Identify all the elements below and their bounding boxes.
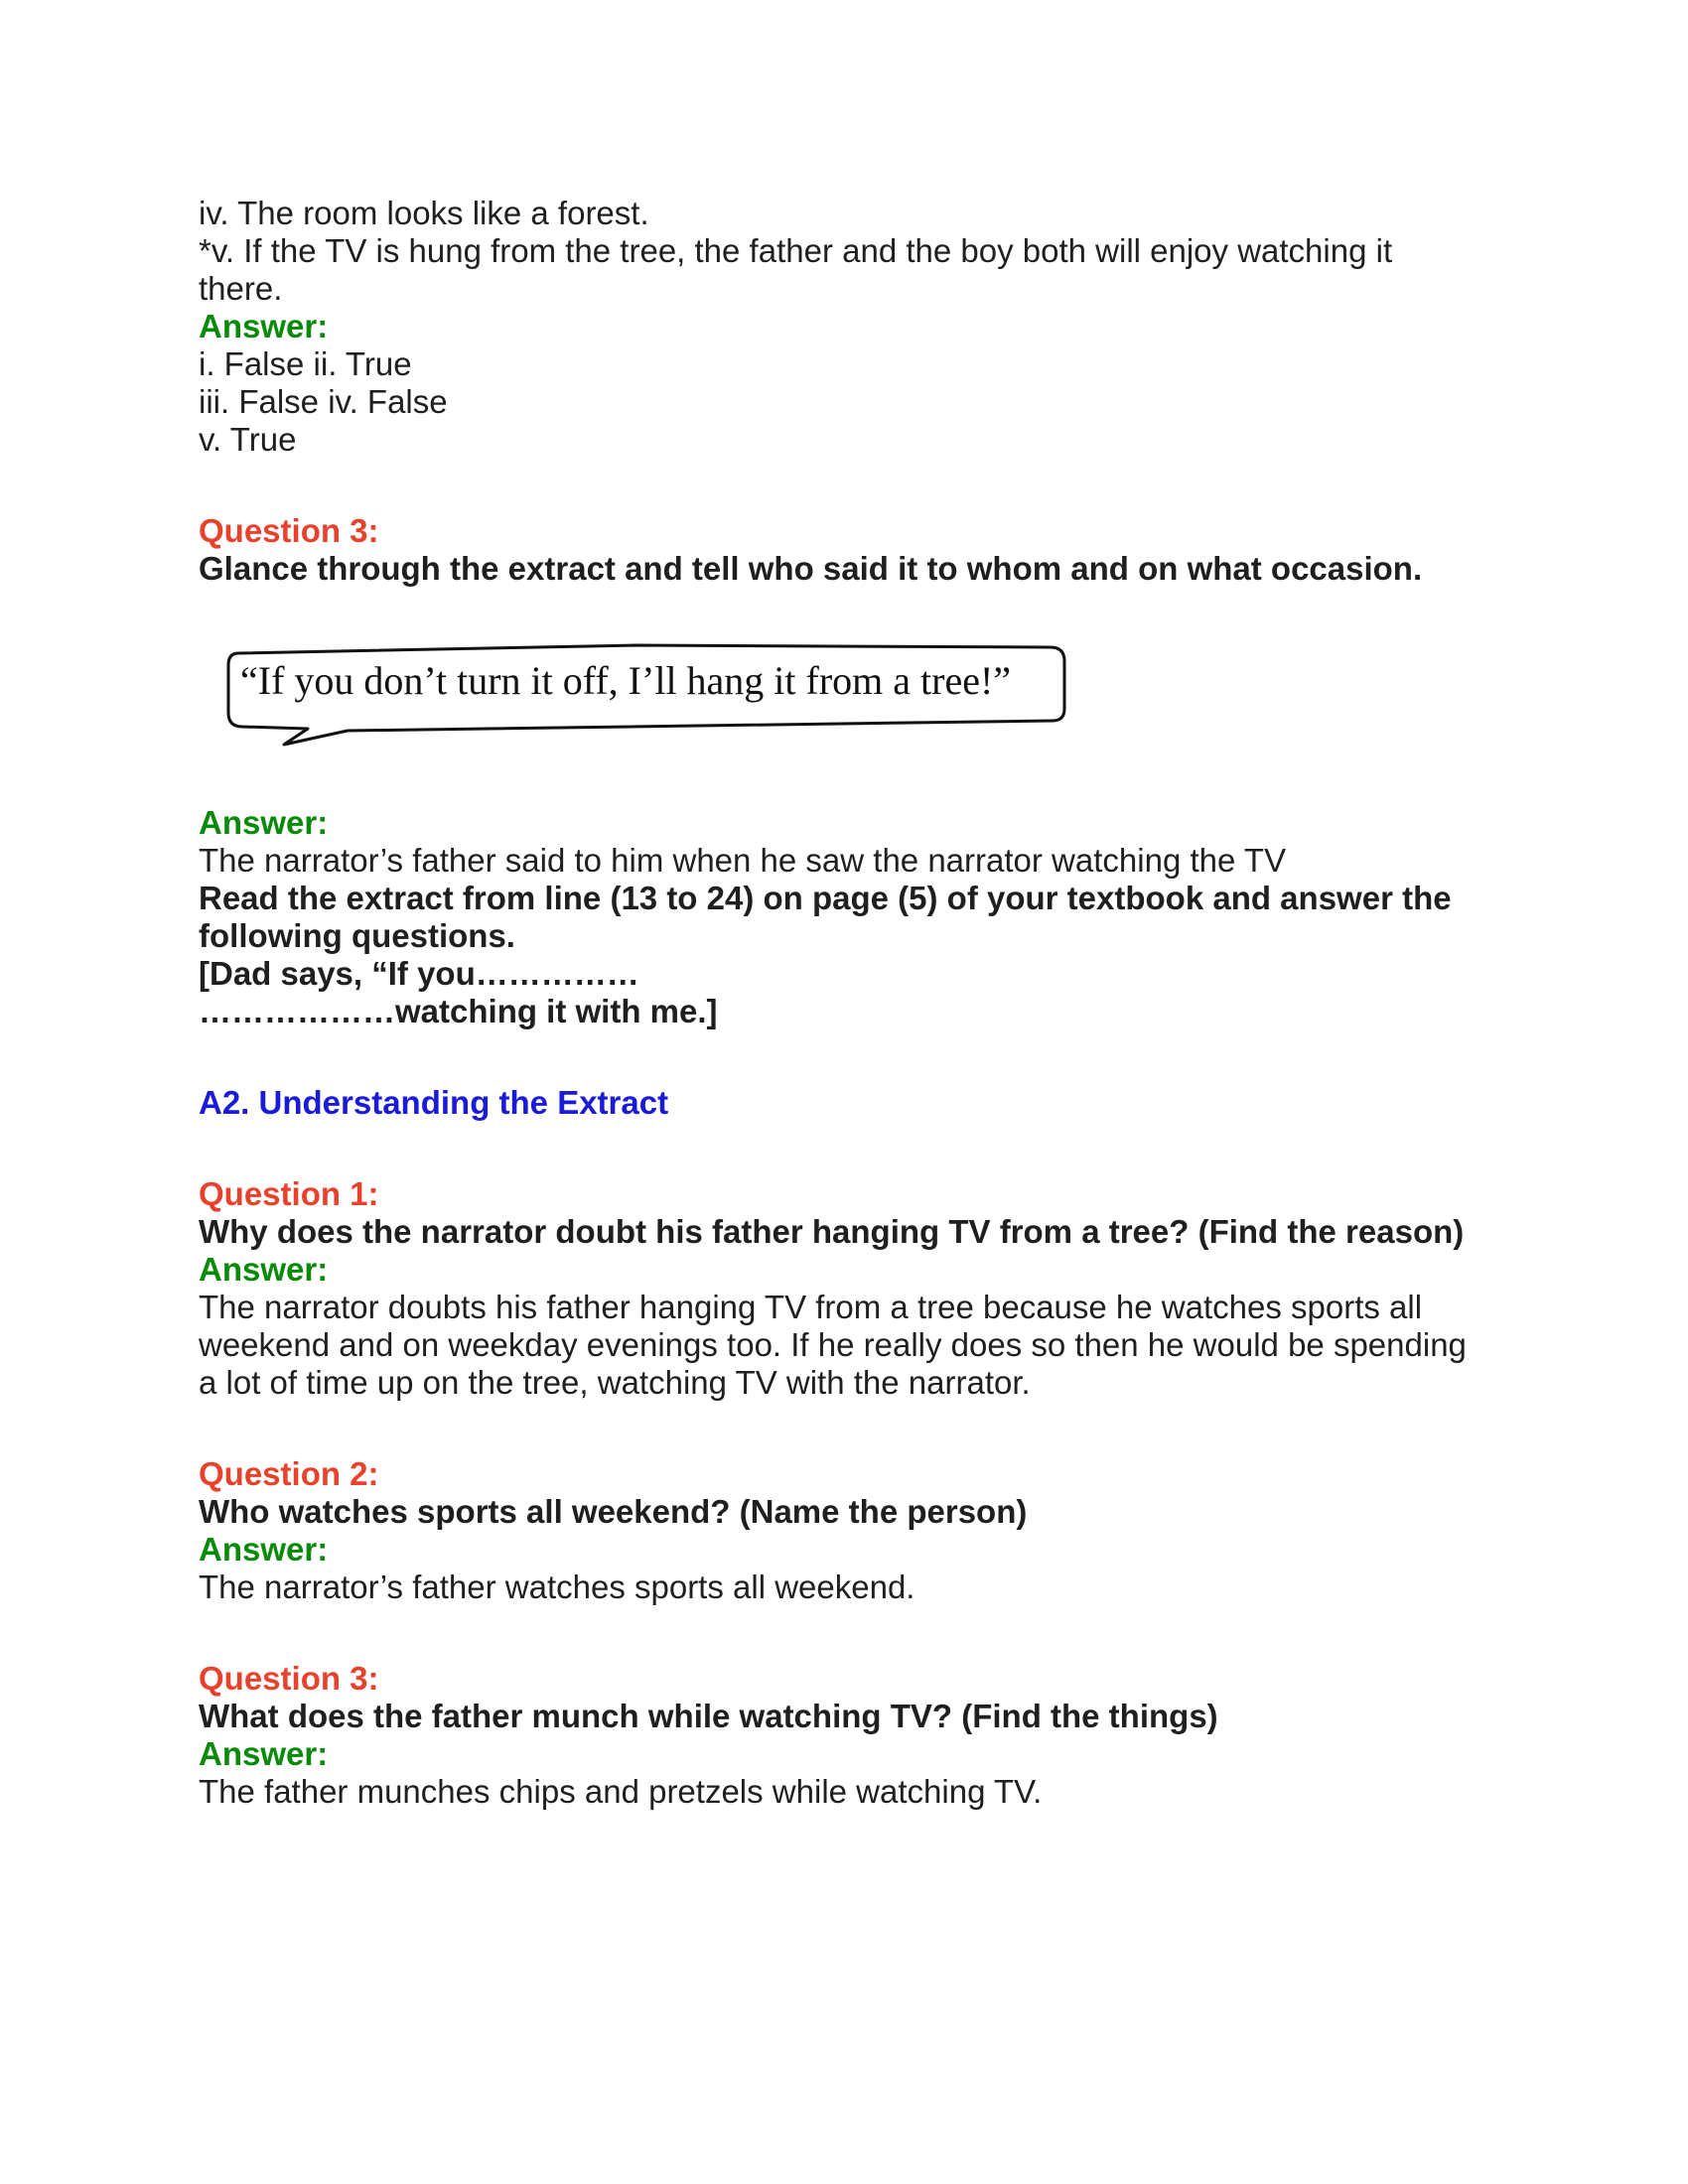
answer-text: The narrator’s father said to him when he saw the narrator watching the TV [199, 842, 1287, 879]
question-3b-label: Question 3: [199, 1660, 379, 1697]
statement-v-line2: there. [199, 270, 283, 307]
answer-label: Answer: [199, 1251, 329, 1288]
extract-instruction-line2: following questions. [199, 917, 515, 954]
answer-line-3: v. True [199, 421, 297, 458]
question-2-text: Who watches sports all weekend? (Name the person) [199, 1493, 1028, 1530]
speech-bubble-quote: “If you don’t turn it off, I’ll hang it from a tree!” [240, 658, 1012, 703]
answer-label: Answer: [199, 1531, 329, 1568]
question-2-label: Question 2: [199, 1455, 379, 1492]
section-heading: A2. Understanding the Extract [199, 1084, 669, 1121]
answer-1-line1: The narrator doubts his father hanging TV from a tree because he watches sports all [199, 1289, 1423, 1325]
speech-bubble [218, 637, 1112, 768]
question-1-text: Why does the narrator doubt his father hanging TV from a tree? (Find the reason) [199, 1213, 1465, 1250]
answer-1-line3: a lot of time up on the tree, watching TV with the narrator. [199, 1364, 1031, 1401]
question-3b-text: What does the father munch while watching TV? (Find the things) [199, 1698, 1218, 1734]
statement-iv: iv. The room looks like a forest. [199, 195, 649, 231]
extract-instruction-line4: ………………watching it with me.] [199, 993, 718, 1029]
question-3-label: Question 3: [199, 512, 379, 549]
answer-2-text: The narrator’s father watches sports all weekend. [199, 1569, 915, 1605]
answer-1-line2: weekend and on weekday evenings too. If he really does so then he would be spending [199, 1326, 1467, 1363]
answer-3b-text: The father munches chips and pretzels while watching TV. [199, 1773, 1043, 1810]
extract-instruction-line1: Read the extract from line (13 to 24) on page (5) of your textbook and answer the [199, 880, 1452, 916]
statement-v-line1: *v. If the TV is hung from the tree, the father and the boy both will enjoy watching it [199, 232, 1393, 269]
answer-label: Answer: [199, 804, 329, 841]
answer-line-1: i. False ii. True [199, 345, 412, 382]
extract-instruction-line3: [Dad says, “If you…………… [199, 955, 639, 992]
answer-label: Answer: [199, 308, 329, 344]
question-1-label: Question 1: [199, 1175, 379, 1212]
answer-label: Answer: [199, 1735, 329, 1772]
answer-line-2: iii. False iv. False [199, 383, 448, 420]
document-page [199, 195, 1489, 1811]
question-3-text: Glance through the extract and tell who said it to whom and on what occasion. [199, 550, 1423, 587]
